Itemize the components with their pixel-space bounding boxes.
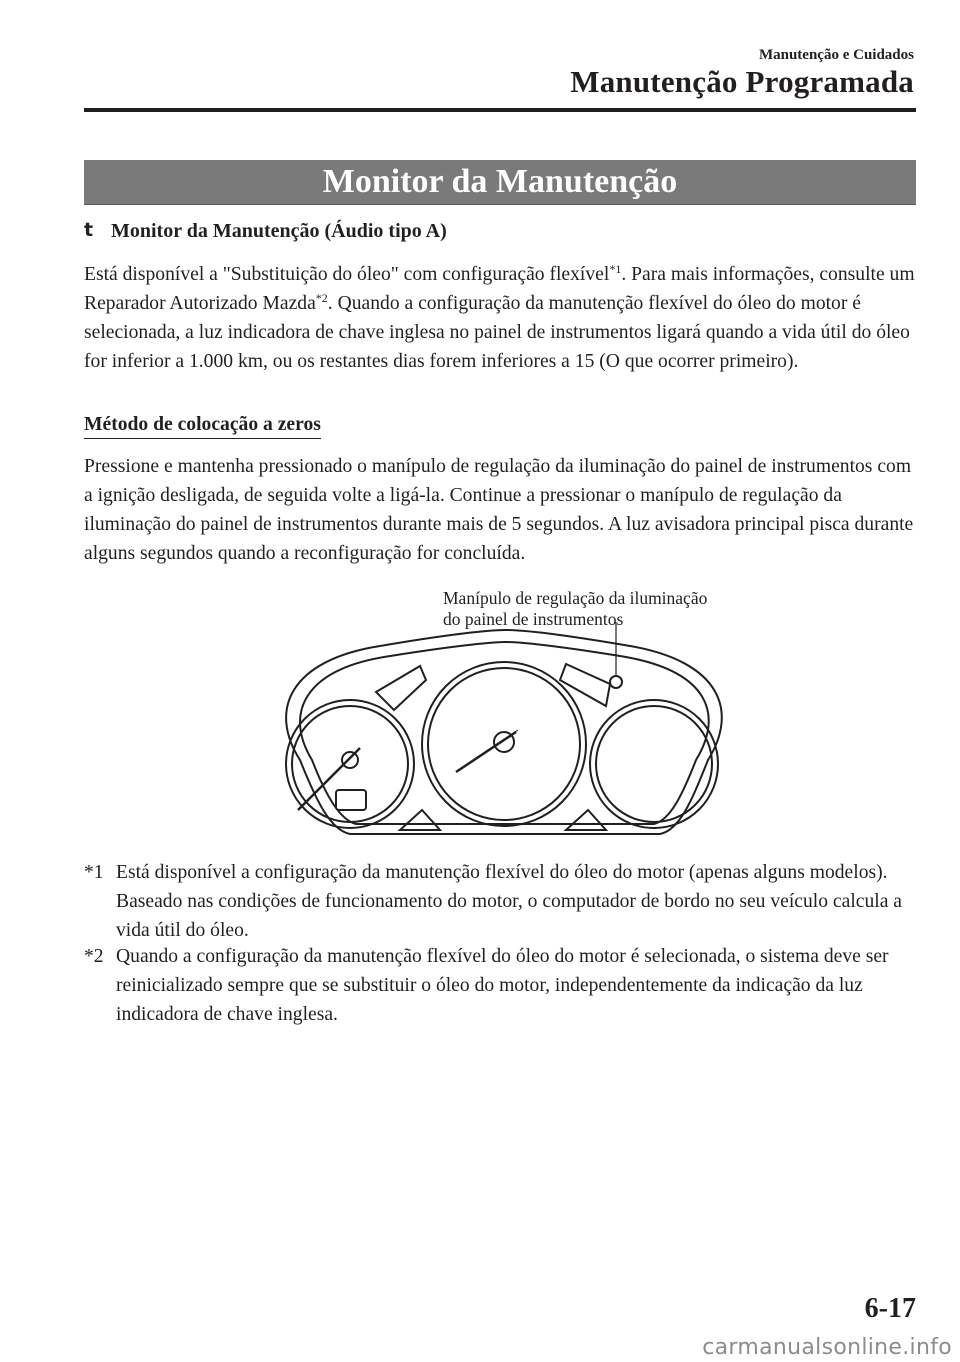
intro-text-2: . Para mais informações, consulte um Reparador Autorizado Mazda	[84, 264, 915, 314]
intro-paragraph	[84, 260, 920, 376]
center-gauge	[422, 662, 586, 826]
footnote-2-text: Quando a configuração da manutenção flexível do óleo do motor é selecionada, o sistema deve ser reinicializado sempre que se substituir o óleo do motor, independentemente da indicação da luz indicadora de chave inglesa.	[116, 946, 889, 1025]
callout-line-1: Manípulo de regulação da iluminação	[443, 588, 708, 608]
footnote-1-mark: *1	[84, 862, 104, 883]
method-paragraph: Pressione e mantenha pressionado o manípulo de regulação da iluminação do painel de instrumentos com a ignição desligada, de seguida volte a ligá-la. Continue a pressionar o manípulo de regulação da iluminação do painel de instrumentos durante mais de 5 segundos. A luz avisadora principal pisca durante alguns segundos quando a reconfiguração for concluída.	[84, 456, 914, 564]
left-lower-indicator	[400, 810, 440, 830]
method-heading: Método de colocação a zeros	[84, 414, 321, 439]
page-number: 6-17	[864, 1293, 916, 1324]
intro-text-1: Está disponível a "Substituição do óleo" com configuração flexível	[84, 264, 610, 285]
section-header: Manutenção e Cuidados	[758, 47, 914, 63]
section-banner: Monitor da Manutenção	[84, 160, 916, 204]
intro-text-3: . Quando a configuração da manutenção flexível do óleo do motor é selecionada, a luz indicadora de chave inglesa no painel de instrumentos ligará quando a vida útil do óleo for inferior a 1.000 km, ou os restantes dias forem inferiores a 15 (O que ocorrer primeiro).	[84, 293, 910, 372]
right-lower-indicator	[566, 810, 606, 830]
subsection-title: Monitor da Manutenção (Áudio tipo A)	[111, 220, 447, 242]
footnote-1-text: Está disponível a configuração da manutenção flexível do óleo do motor (apenas alguns modelos). Baseado nas condições de funcionamento do motor, o computador de bordo no seu veículo calcula a vida útil do óleo.	[116, 862, 902, 941]
right-gauge	[590, 700, 718, 828]
left-gauge	[286, 700, 414, 828]
left-gauge-display	[336, 790, 366, 810]
callout-line-2: do painel de instrumentos	[443, 609, 624, 629]
subsection-marker: t	[84, 219, 94, 241]
footnote-ref-2: *2	[315, 291, 328, 305]
footnote-1	[84, 858, 920, 945]
header-rule	[84, 108, 916, 112]
chapter-title: Manutenção Programada	[570, 64, 914, 99]
illumination-knob	[610, 676, 622, 688]
left-upper-indicator	[376, 666, 426, 710]
footnote-2	[84, 942, 920, 1029]
instrument-cluster-illustration	[260, 620, 748, 842]
footnote-ref-1: *1	[609, 262, 622, 276]
footnote-2-mark: *2	[84, 946, 104, 967]
right-upper-indicator	[560, 664, 610, 706]
watermark: carmanualsonline.info	[702, 1335, 952, 1360]
